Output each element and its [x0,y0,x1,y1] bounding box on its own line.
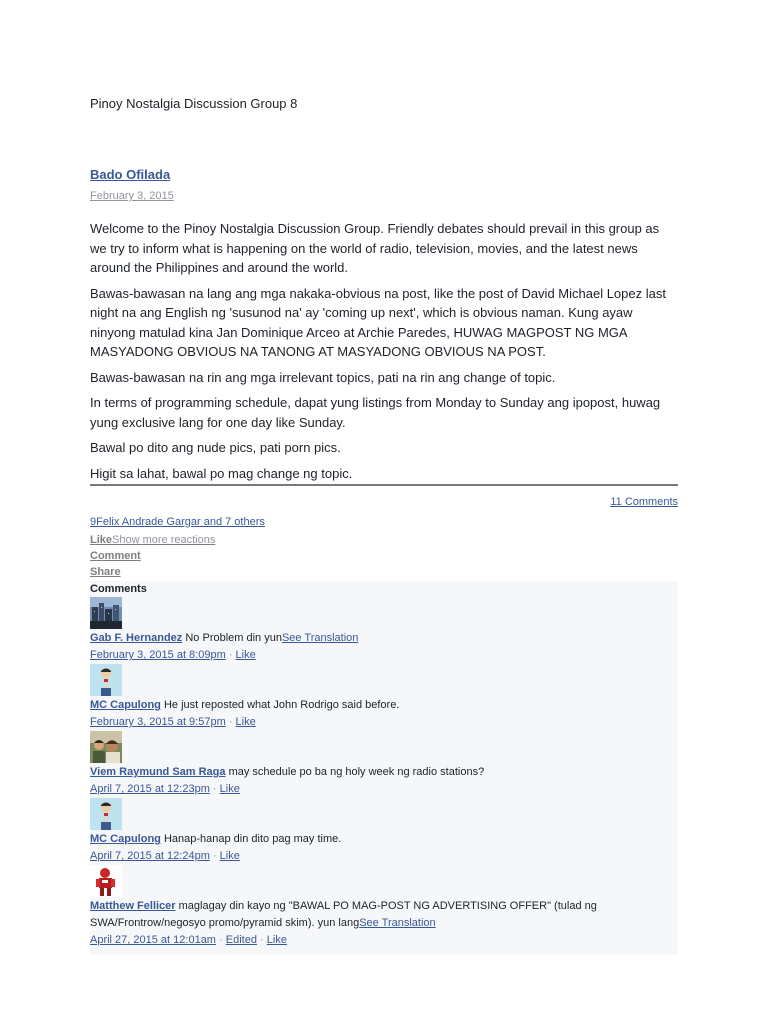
comment-like-button[interactable]: Like [219,850,240,862]
group-title: Pinoy Nostalgia Discussion Group 8 [90,96,298,111]
comments-count-link[interactable]: 11 Comments [610,496,678,508]
show-more-reactions-button[interactable]: Show more reactions [112,534,216,546]
comment-time-link[interactable]: April 7, 2015 at 12:24pm [90,850,210,862]
comment-button[interactable]: Comment [90,550,141,562]
avatar-city-image [90,597,122,629]
like-button[interactable]: Like [90,534,113,546]
comment-meta [90,714,678,731]
post-date-link[interactable]: February 3, 2015 [90,190,174,202]
comment-like-button[interactable]: Like [219,783,240,795]
commenter-link[interactable]: Viem Raymund Sam Raga [90,766,226,778]
comment-item [90,865,678,949]
comment-time-link[interactable]: February 3, 2015 at 9:57pm [90,716,226,728]
comment-text [90,898,678,932]
commenter-link[interactable]: MC Capulong [90,833,161,845]
post-body [90,219,678,484]
comment-meta [90,932,678,949]
post-paragraph: In terms of programming schedule, dapat yung listings from Monday to Sunday ang ipopost, huwag yung exclusive lang for one day like Sunday. [90,395,661,430]
post-paragraph: Welcome to the Pinoy Nostalgia Discussion Group. Friendly debates should prevail in this group as we try to inform what is happening on the world of radio, television, movies, and the latest news around the Philippines and around the world. [90,221,660,275]
comment-body: Hanap-hanap din dito pag may time. [163,833,342,845]
meta-separator: · [219,934,223,946]
commenter-link[interactable]: MC Capulong [90,699,161,711]
commenter-link[interactable]: Gab F. Hernandez [90,632,183,644]
meta-separator: · [228,716,233,728]
comment-item [90,597,678,664]
avatar[interactable] [90,865,122,897]
avatar-figure-image [90,865,122,897]
comment-like-button[interactable]: Like [235,716,256,728]
comment-time-link[interactable]: February 3, 2015 at 8:09pm [90,649,226,661]
comments-section [90,581,678,955]
comment-meta [90,647,678,664]
comment-text [90,764,678,781]
avatar-person-image [90,664,122,696]
avatar-person-image [90,798,122,830]
comment-meta [90,848,678,865]
comments-count-row [90,496,678,512]
avatar[interactable] [90,664,122,696]
post-paragraph: Bawas-bawasan na rin ang mga irrelevant topics, pati na rin ang change of topic. [90,369,556,385]
post-author-link[interactable]: Bado Ofilada [90,167,171,182]
commenter-link[interactable]: Matthew Fellicer [90,900,176,912]
comment-body: No Problem din yun [185,632,282,644]
comment-text [90,630,678,647]
reactions-row [90,516,678,532]
comment-time-link[interactable]: April 7, 2015 at 12:23pm [90,783,210,795]
meta-separator: · [212,850,217,862]
comment-item [90,798,678,865]
avatar[interactable] [90,798,122,830]
comment-time-link[interactable]: April 27, 2015 at 12:01am [90,934,216,946]
comment-text [90,697,678,714]
avatar[interactable] [90,731,122,763]
see-translation-link[interactable]: See Translation [281,632,359,644]
meta-separator: · [228,649,233,661]
avatar[interactable] [90,597,122,629]
like-row [90,532,678,548]
comment-item [90,731,678,798]
comment-like-button[interactable]: Like [266,934,287,946]
post [90,166,678,955]
meta-separator: · [260,934,264,946]
reactions-link[interactable]: 9Felix Andrade Gargar and 7 others [90,516,265,528]
edited-link[interactable]: Edited [225,934,257,946]
post-paragraph: Higit sa lahat, bawal po mag change ng topic. [90,465,353,481]
post-divider [90,484,678,486]
share-button[interactable]: Share [90,566,121,578]
comment-item [90,664,678,731]
comment-text [90,831,678,848]
comment-body: may schedule po ba ng holy week ng radio stations? [228,766,485,778]
comment-like-button[interactable]: Like [235,649,256,661]
meta-separator: · [212,783,217,795]
post-paragraph: Bawas-bawasan na lang ang mga nakaka-obvious na post, like the post of David Michael Lopez last night na ang English ng 'susunod na' ay 'coming up next', which is obvious naman. Kung ayaw ninyong matulad kina Jan Dominique Arceo at Archie Paredes, HUWAG MAGPOST NG MGA MASYADONG OBVIOUS NA TANONG AT MASYADONG OBVIOUS NA POST. [90,285,666,359]
comments-heading: Comments [90,583,147,595]
comment-meta [90,781,678,798]
see-translation-link[interactable]: See Translation [359,917,436,929]
comment-body: maglagay din kayo ng "BAWAL PO MAG-POST NG ADVERTISING OFFER" (tulad ng SWA/Frontrow/negosyo promo/pyramid skim). yun lang [90,900,597,929]
avatar-group-photo-image [90,731,122,763]
post-paragraph: Bawal po dito ang nude pics, pati porn pics. [90,440,341,455]
comment-body: He just reposted what John Rodrigo said before. [163,699,400,711]
